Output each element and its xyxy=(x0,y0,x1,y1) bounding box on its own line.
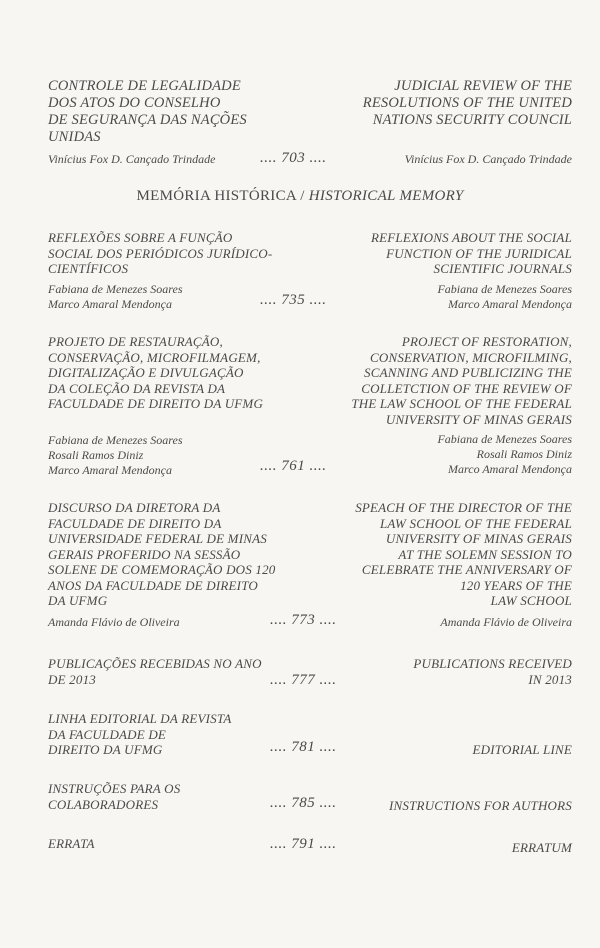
title-line: DA FACULDADE DE xyxy=(48,726,167,742)
author-name: Fabiana de Menezes Soares xyxy=(48,281,183,296)
title-line: DA UFMG xyxy=(48,593,108,608)
toc-title-en xyxy=(322,334,572,477)
section-title-pt: MEMÓRIA HISTÓRICA xyxy=(136,188,297,204)
page-number: .... 791 .... xyxy=(270,836,337,852)
title-line: SOCIAL DOS PERIÓDICOS JURÍDICO- xyxy=(48,245,273,261)
title-line: CELEBRATE THE ANNIVERSARY OF xyxy=(361,562,572,577)
title-line: SPEACH OF THE DIRECTOR OF THE xyxy=(355,500,572,515)
title-line: COLLETCTION OF THE REVIEW OF xyxy=(361,380,572,396)
title-line: LAW SCHOOL OF THE FEDERAL xyxy=(379,515,572,531)
toc-entry-reflexoes xyxy=(48,230,572,310)
toc-title-en xyxy=(322,798,572,814)
title-line: GERAIS PROFERIDO NA SESSÃO xyxy=(48,546,241,562)
title-line: FUNCTION OF THE JURIDICAL xyxy=(386,245,572,261)
title-line: PUBLICATIONS RECEIVED xyxy=(413,656,572,671)
author-name: Amanda Flávio de Oliveira xyxy=(440,614,572,629)
section-title-en: HISTORICAL MEMORY xyxy=(308,188,464,204)
title-line: FACULDADE DE DIREITO DA UFMG xyxy=(48,396,264,411)
toc-title-en xyxy=(322,840,572,856)
author-name: Vinícius Fox D. Cançado Trindade xyxy=(48,152,216,166)
author-name: Fabiana de Menezes Soares xyxy=(437,432,572,446)
title-line: DE 2013 xyxy=(48,671,96,687)
toc-title-en xyxy=(322,230,572,312)
author-name: Marco Amaral Mendonça xyxy=(48,462,172,477)
author-name: Marco Amaral Mendonça xyxy=(448,296,572,311)
toc-title-en xyxy=(322,656,572,687)
title-line: 120 YEARS OF THE xyxy=(460,577,572,593)
page-number: .... 735 .... xyxy=(260,292,327,308)
title-line: CIENTÍFICOS xyxy=(48,261,129,276)
title-line: DIGITALIZAÇÃO E DIVULGAÇÃO xyxy=(48,365,244,380)
author-name: Amanda Flávio de Oliveira xyxy=(48,614,180,629)
author-name: Rosali Ramos Diniz xyxy=(476,447,572,461)
toc-title-pt xyxy=(48,711,298,758)
section-heading xyxy=(0,188,600,205)
page-number: .... 781 .... xyxy=(270,739,337,755)
toc-title-pt xyxy=(48,836,298,852)
title-line: DA COLEÇÃO DA REVISTA DA xyxy=(48,380,226,396)
toc-title-en xyxy=(322,500,572,630)
author-name: Marco Amaral Mendonça xyxy=(448,462,572,476)
title-line: DE SEGURANÇA DAS NAÇÕES xyxy=(48,112,247,128)
page-number: .... 761 .... xyxy=(260,458,327,474)
toc-title-en xyxy=(322,742,572,758)
author-name: Fabiana de Menezes Soares xyxy=(437,281,572,296)
page-number: .... 703 .... xyxy=(260,150,327,166)
title-line: UNIVERSITY OF MINAS GERAIS xyxy=(385,531,572,546)
title-line: INSTRUCTIONS FOR AUTHORS xyxy=(389,798,572,813)
title-line: DISCURSO DA DIRETORA DA xyxy=(48,500,221,515)
toc-entry-security-council xyxy=(48,78,572,178)
title-line: PUBLICAÇÕES RECEBIDAS NO ANO xyxy=(48,656,262,671)
title-line: ERRATUM xyxy=(511,840,572,855)
toc-title-pt xyxy=(48,781,298,812)
title-line: JUDICIAL REVIEW OF THE xyxy=(394,78,572,94)
title-line: THE LAW SCHOOL OF THE FEDERAL xyxy=(351,396,572,411)
title-line: CONSERVAÇÃO, MICROFILMAGEM, xyxy=(48,349,261,365)
title-line: CONSERVATION, MICROFILMING, xyxy=(370,349,572,365)
toc-title-pt xyxy=(48,334,298,478)
title-line: DOS ATOS DO CONSELHO xyxy=(48,95,221,111)
title-line: LAW SCHOOL xyxy=(490,593,572,608)
title-line: ANOS DA FACULDADE DE DIREITO xyxy=(48,577,258,593)
author-name: Marco Amaral Mendonça xyxy=(48,296,172,311)
title-line: UNIVERSIDADE FEDERAL DE MINAS xyxy=(48,531,267,546)
title-line: FACULDADE DE DIREITO DA xyxy=(48,515,222,531)
toc-entry-errata xyxy=(48,836,572,861)
author-name: Rosali Ramos Diniz xyxy=(48,447,144,462)
title-line: INSTRUÇÕES PARA OS xyxy=(48,781,181,796)
page-number: .... 777 .... xyxy=(270,672,337,688)
title-line: AT THE SOLEMN SESSION TO xyxy=(398,546,572,562)
title-line: SCANNING AND PUBLICIZING THE xyxy=(364,365,572,380)
title-line: REFLEXÕES SOBRE A FUNÇÃO xyxy=(48,230,233,245)
page-number: .... 773 .... xyxy=(270,612,337,628)
title-line: REFLEXIONS ABOUT THE SOCIAL xyxy=(370,230,572,245)
title-line: NATIONS SECURITY COUNCIL xyxy=(372,112,572,128)
section-separator: / xyxy=(296,188,309,204)
toc-entry-instrucoes xyxy=(48,781,572,816)
title-line: PROJECT OF RESTORATION, xyxy=(401,334,572,349)
title-line: CONTROLE DE LEGALIDADE xyxy=(48,78,241,94)
title-line: DIREITO DA UFMG xyxy=(48,742,163,757)
toc-entry-linha-editorial xyxy=(48,711,572,761)
title-line: IN 2013 xyxy=(528,671,572,687)
title-line: UNIDAS xyxy=(48,129,101,145)
toc-title-en xyxy=(322,78,572,167)
toc-title-pt xyxy=(48,500,298,630)
title-line: LINHA EDITORIAL DA REVISTA xyxy=(48,711,232,726)
toc-entry-projeto-restauracao xyxy=(48,334,572,479)
author-name: Fabiana de Menezes Soares xyxy=(48,432,183,447)
title-line: SCIENTIFIC JOURNALS xyxy=(433,261,572,276)
title-line: COLABORADORES xyxy=(48,796,159,812)
author-name: Vinícius Fox D. Cançado Trindade xyxy=(404,152,572,166)
toc-title-pt xyxy=(48,656,298,687)
title-line: RESOLUTIONS OF THE UNITED xyxy=(362,95,572,111)
title-line: UNIVERSITY OF MINAS GERAIS xyxy=(385,411,572,427)
toc-entry-publicacoes xyxy=(48,656,572,696)
title-line: PROJETO DE RESTAURAÇÃO, xyxy=(48,334,223,349)
title-line: SOLENE DE COMEMORAÇÃO DOS 120 xyxy=(48,562,276,577)
title-line: EDITORIAL LINE xyxy=(472,742,572,757)
page-number: .... 785 .... xyxy=(270,795,337,811)
toc-entry-discurso xyxy=(48,500,572,630)
title-line: ERRATA xyxy=(48,836,95,851)
